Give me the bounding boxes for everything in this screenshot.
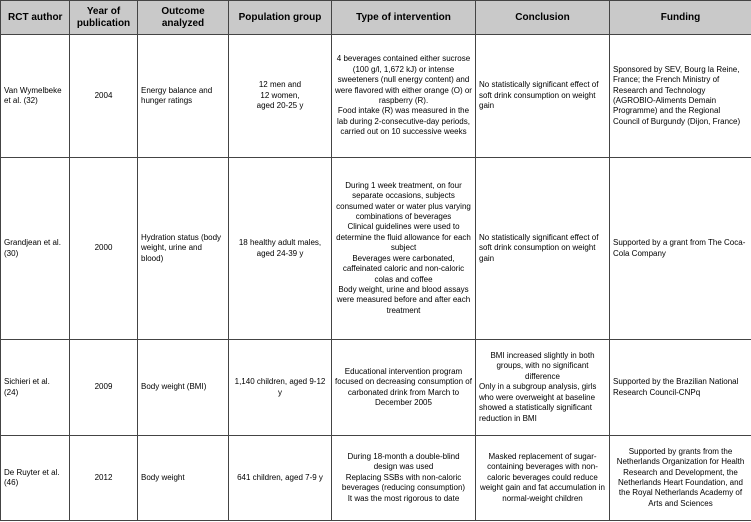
cell-funding: Supported by a grant from The Coca-Cola Company — [610, 158, 751, 340]
cell-intervention — [332, 436, 476, 521]
header-intervention: Type of intervention — [332, 1, 476, 35]
header-outcome: Outcome analyzed — [138, 1, 229, 35]
cell-funding: Supported by grants from the Netherlands Organization for Health Research and Development, the Netherlands Heart Foundation, and the Royal Netherlands Academy of Arts and Sciences — [610, 436, 751, 521]
cell-year: 2012 — [70, 436, 138, 521]
intervention-line: Replacing SSBs with non-caloric beverages (reducing consumption) — [341, 472, 466, 493]
cell-conclusion: No statistically significant effect of soft drink consumption on weight gain — [476, 158, 610, 340]
cell-intervention — [332, 35, 476, 158]
population-line: 18 healthy adult males, aged 24-39 y — [238, 238, 322, 258]
cell-outcome: Body weight — [138, 436, 229, 521]
intervention-line: 4 beverages contained either sucrose (100 g/l, 1,672 kJ) or intense sweeteners (null energy content) and were flavored with either orange (O) or raspberry (R). — [335, 54, 472, 105]
intervention-line: During 1 week treatment, on four separate occasions, subjects consumed water or water plus varying combinations of beverages — [336, 180, 471, 222]
intervention-line: Clinical guidelines were used to determine the fluid allowance for each subject — [336, 222, 471, 253]
cell-population — [229, 35, 332, 158]
cell-population — [229, 340, 332, 436]
population-line: 12 men and — [258, 80, 302, 90]
intervention-line: During 18-month a double-blind design was used — [347, 451, 460, 472]
cell-author: De Ruyter et al. (46) — [1, 436, 70, 521]
population-line: 12 women, — [260, 90, 300, 100]
conclusion-line: Only in a subgroup analysis, girls who were overweight at baseline showed a statistically significant reduction in BMI — [479, 382, 597, 423]
cell-outcome: Energy balance and hunger ratings — [138, 35, 229, 158]
header-author: RCT author — [1, 1, 70, 35]
cell-year: 2009 — [70, 340, 138, 436]
cell-conclusion: No statistically significant effect of soft drink consumption on weight gain — [476, 35, 610, 158]
cell-population — [229, 158, 332, 340]
cell-conclusion: Masked replacement of sugar-containing beverages with non-caloric beverages could reduce weight gain and fat accumulation in normal-weight children — [476, 436, 610, 521]
table-row — [1, 436, 751, 521]
header-conclusion: Conclusion — [476, 1, 610, 35]
header-population: Population group — [229, 1, 332, 35]
cell-conclusion — [476, 340, 610, 436]
intervention-line: Body weight, urine and blood assays were measured before and after each treatment — [336, 284, 471, 315]
header-funding: Funding — [610, 1, 751, 35]
cell-author: Grandjean et al. (30) — [1, 158, 70, 340]
cell-funding: Supported by the Brazilian National Research Council-CNPq — [610, 340, 751, 436]
population-line: aged 20-25 y — [256, 101, 304, 111]
cell-outcome: Hydration status (body weight, urine and blood) — [138, 158, 229, 340]
intervention-line: Food intake (R) was measured in the lab during 2-consecutive-day periods, carried out on 10 successive weeks — [337, 106, 470, 137]
cell-intervention — [332, 158, 476, 340]
conclusion-line: BMI increased slightly in both groups, with no significant difference — [490, 351, 595, 381]
cell-population — [229, 436, 332, 521]
cell-funding: Sponsored by SEV, Bourg la Reine, France; the French Ministry of Research and Technology (AGROBIO-Aliments Demain Programme) and the Regional Council of Burgundy (Dijon, France) — [610, 35, 751, 158]
cell-intervention — [332, 340, 476, 436]
intervention-line: It was the most rigorous to date — [347, 493, 460, 503]
header-year: Year of publication — [70, 1, 138, 35]
cell-year: 2000 — [70, 158, 138, 340]
cell-author: Van Wymelbeke et al. (32) — [1, 35, 70, 158]
cell-outcome: Body weight (BMI) — [138, 340, 229, 436]
intervention-line: Beverages were carbonated, caffeinated caloric and non-caloric colas and coffee — [342, 253, 465, 284]
cell-author: Sichieri et al. (24) — [1, 340, 70, 436]
header-row — [1, 1, 751, 35]
intervention-line: Educational intervention program focused on decreasing consumption of carbonated drink from March to December 2005 — [335, 366, 472, 407]
table-row — [1, 340, 751, 436]
table-row — [1, 35, 751, 158]
population-line: 641 children, aged 7-9 y — [237, 472, 323, 482]
cell-year: 2004 — [70, 35, 138, 158]
population-line: 1,140 children, aged 9-12 y — [234, 377, 326, 397]
table-row — [1, 158, 751, 340]
